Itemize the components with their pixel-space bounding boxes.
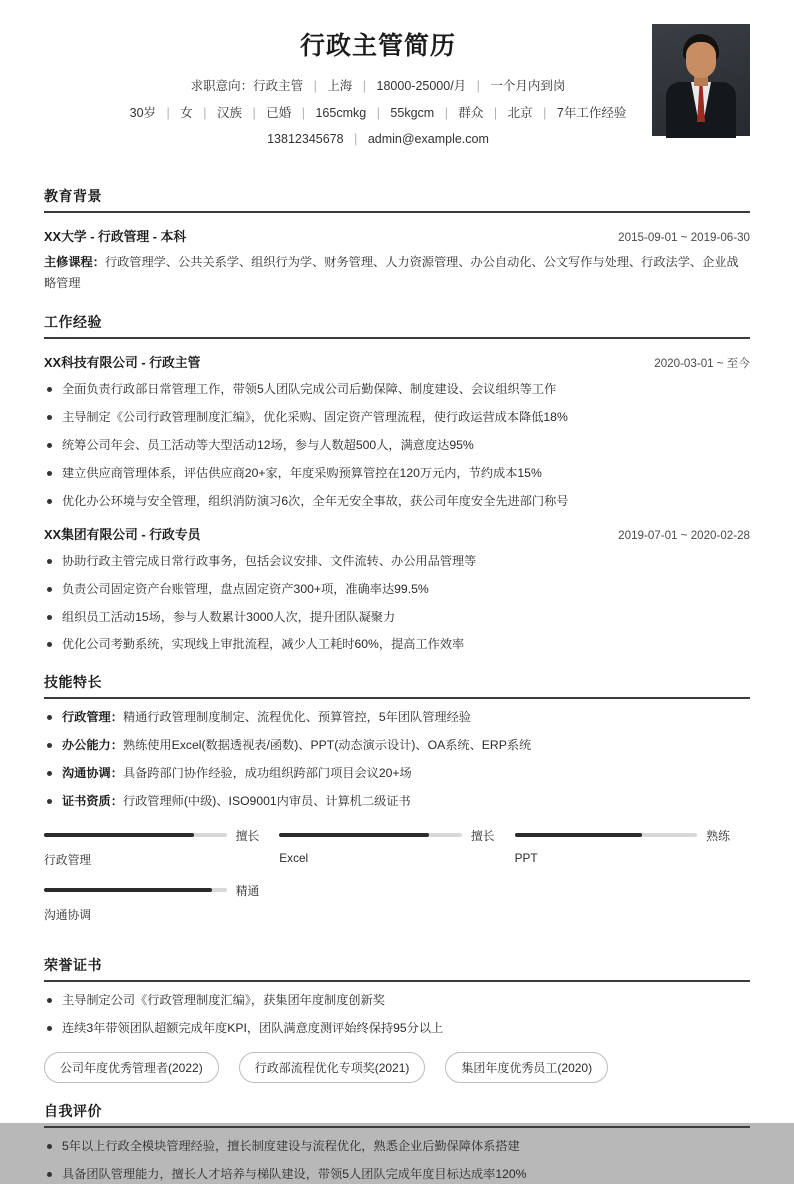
- meta-separator: |: [543, 105, 547, 120]
- skill-bar-item: [515, 827, 750, 868]
- list-item: [44, 708, 750, 727]
- list-item: 组织员工活动15场，参与人数累计3000人次，提升团队凝聚力: [44, 608, 750, 627]
- skill-progress-bar: [515, 833, 698, 837]
- meta-separator: |: [301, 105, 305, 120]
- section-title: 荣誉证书: [44, 956, 102, 973]
- entry-title: XX大学 - 行政管理 - 本科: [44, 228, 187, 244]
- skill-name-label: 行政管理: [44, 852, 92, 867]
- skill-name-label: PPT: [514, 850, 538, 865]
- skill-text: 具备跨部门协作经验，成功组织跨部门项目会议20+场: [122, 766, 412, 781]
- skill-text: 精通行政管理制度制定、流程优化、预算管控，5年团队管理经验: [122, 710, 471, 725]
- email-address: admin@example.com: [367, 132, 489, 146]
- skill-bar-item: [44, 827, 279, 868]
- meta-separator: |: [166, 105, 170, 120]
- section-header-self-evaluation: [44, 1101, 750, 1128]
- meta-separator: |: [444, 105, 448, 120]
- meta-row-1: [104, 78, 652, 96]
- entry-row: [44, 226, 750, 245]
- entry-row: [44, 352, 750, 371]
- meta-item: 7年工作经验: [556, 105, 627, 120]
- bullet-list: [44, 552, 750, 655]
- meta-item: 已婚: [266, 105, 292, 120]
- course-line: [44, 252, 750, 295]
- avatar: [652, 24, 750, 136]
- meta-item: 求职意向：行政主管: [190, 79, 304, 93]
- list-item: 协助行政主管完成日常行政事务，包括会议安排、文件流转、办公用品管理等: [44, 552, 750, 571]
- list-item: 建立供应商管理体系，评估供应商20+家，年度采购预算管控在120万元内，节约成本15%: [44, 464, 750, 483]
- meta-item: 群众: [458, 105, 484, 120]
- education-entry: [44, 226, 750, 295]
- skill-level-label: 精通: [235, 883, 260, 898]
- skills-bullet-list: [44, 708, 750, 811]
- experience-entry: [44, 524, 750, 655]
- status-badge: 公司年度优秀管理者(2022): [44, 1052, 219, 1083]
- meta-item: 30岁: [129, 105, 157, 120]
- skill-level-label: 擅长: [235, 828, 260, 843]
- skill-label: 证书资质：: [62, 794, 123, 809]
- meta-item: 女: [180, 105, 193, 120]
- meta-separator: |: [476, 79, 480, 93]
- skill-track: [44, 882, 259, 899]
- list-item: 主导制定公司《行政管理制度汇编》，获集团年度制度创新奖: [44, 991, 750, 1010]
- list-item: [44, 736, 750, 755]
- skill-name-label: 沟通协调: [44, 907, 92, 922]
- skill-progress-fill: [44, 888, 212, 892]
- meta-separator: |: [354, 132, 358, 146]
- skill-bar-group: [44, 827, 750, 937]
- page-title: 行政主管简历: [299, 32, 456, 60]
- entry-title: XX集团有限公司 - 行政专员: [44, 526, 201, 542]
- skill-label: 沟通协调：: [62, 766, 123, 781]
- avatar-face: [686, 42, 716, 78]
- meta-item: 165cmkg: [315, 105, 367, 120]
- resume-header: [44, 22, 750, 168]
- meta-item: 55kgcm: [390, 105, 435, 120]
- meta-separator: |: [376, 105, 380, 120]
- meta-row-3: [104, 131, 652, 149]
- skill-text: 熟练使用Excel(数据透视表/函数)、PPT(动态演示设计)、OA系统、ERP系统: [122, 738, 532, 753]
- meta-separator: |: [362, 79, 367, 93]
- skill-label: 行政管理：: [62, 710, 123, 725]
- meta-item: 18000-25000/月: [376, 79, 467, 93]
- skill-track: [279, 827, 494, 844]
- self-evaluation-bullet-list: [44, 1137, 750, 1184]
- meta-item: 汉族: [217, 105, 243, 120]
- skill-track: [515, 827, 730, 844]
- skill-progress-fill: [515, 833, 643, 837]
- section-header-skills: [44, 672, 750, 699]
- list-item: [44, 792, 750, 811]
- section-title: 教育背景: [44, 187, 102, 204]
- meta-item: 一个月内到岗: [490, 79, 566, 93]
- section-title: 工作经验: [44, 314, 102, 331]
- section-header-education: [44, 186, 750, 213]
- status-badge: 集团年度优秀员工(2020): [445, 1052, 608, 1083]
- honor-tag-group: [44, 1052, 750, 1083]
- course-text: 行政管理学、公共关系学、组织行为学、财务管理、人力资源管理、办公自动化、公文写作与处理、行政法学、企业战略管理: [44, 254, 739, 290]
- skill-progress-fill: [279, 833, 429, 837]
- meta-separator: |: [203, 105, 207, 120]
- entry-title: XX科技有限公司 - 行政主管: [44, 355, 201, 371]
- entry-row: [44, 524, 750, 543]
- meta-item: 北京: [507, 105, 533, 120]
- meta-separator: |: [313, 79, 317, 93]
- meta-item: 上海: [327, 79, 353, 93]
- experience-entry: [44, 352, 750, 511]
- section-title: 技能特长: [44, 674, 102, 691]
- list-item: 优化办公环境与安全管理，组织消防演习6次，全年无安全事故，获公司年度安全先进部门称号: [44, 492, 750, 511]
- list-item: 统筹公司年会、员工活动等大型活动12场，参与人数超500人，满意度达95%: [44, 436, 750, 455]
- meta-separator: |: [252, 105, 256, 120]
- skill-text: 行政管理师(中级)、ISO9001内审员、计算机二级证书: [122, 794, 411, 809]
- list-item: 具备团队管理能力，擅长人才培养与梯队建设，带领5人团队完成年度目标达成率120%: [44, 1165, 750, 1184]
- status-badge: 行政部流程优化专项奖(2021): [239, 1052, 426, 1083]
- entry-date: 2020-03-01 ~ 至今: [654, 357, 750, 371]
- list-item: 连续3年带领团队超额完成年度KPI，团队满意度测评始终保持95分以上: [44, 1019, 750, 1038]
- skill-bar-item: [44, 882, 279, 923]
- phone-number: 13812345678: [267, 132, 344, 146]
- section-header-experience: [44, 312, 750, 339]
- skill-progress-bar: [44, 888, 227, 892]
- skill-progress-bar: [44, 833, 227, 837]
- skill-label: 办公能力：: [62, 738, 123, 753]
- section-title: 自我评价: [44, 1102, 102, 1119]
- honors-bullet-list: [44, 991, 750, 1038]
- skill-track: [44, 827, 259, 844]
- entry-date: 2019-07-01 ~ 2020-02-28: [618, 528, 750, 542]
- bullet-list: [44, 380, 750, 511]
- skill-level-label: 熟练: [706, 828, 730, 843]
- list-item: 全面负责行政部日常管理工作，带领5人团队完成公司后勤保障、制度建设、会议组织等工作: [44, 380, 750, 399]
- skill-level-label: 擅长: [470, 828, 495, 843]
- skill-progress-bar: [279, 833, 462, 837]
- meta-row-2: [104, 105, 652, 123]
- list-item: 5年以上行政全模块管理经验，擅长制度建设与流程优化，熟悉企业后勤保障体系搭建: [44, 1137, 750, 1156]
- list-item: 负责公司固定资产台账管理，盘点固定资产300+项，准确率达99.5%: [44, 580, 750, 599]
- section-header-honors: [44, 955, 750, 982]
- meta-separator: |: [493, 105, 498, 120]
- skill-progress-fill: [44, 833, 194, 837]
- list-item: 优化公司考勤系统，实现线上审批流程，减少人工耗时60%，提高工作效率: [44, 635, 750, 654]
- header-main: [44, 22, 652, 158]
- entry-date: 2015-09-01 ~ 2019-06-30: [618, 230, 750, 244]
- skill-bar-item: [279, 827, 514, 868]
- skill-name-label: Excel: [279, 850, 309, 865]
- course-label: 主修课程：: [44, 254, 105, 269]
- list-item: 主导制定《公司行政管理制度汇编》，优化采购、固定资产管理流程，使行政运营成本降低18%: [44, 408, 750, 427]
- list-item: [44, 764, 750, 783]
